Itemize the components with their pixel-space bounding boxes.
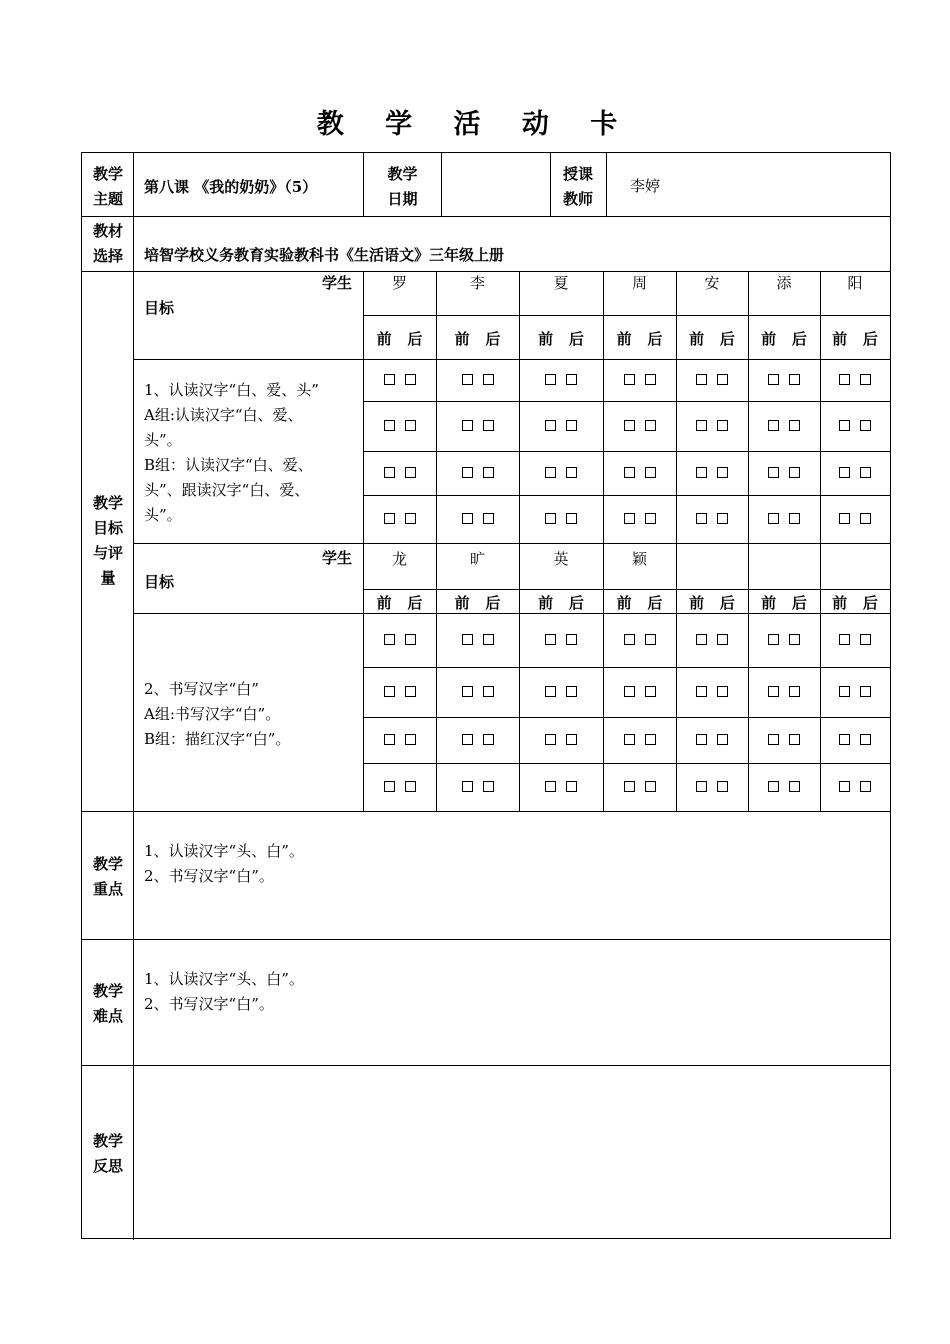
- goal2-line: A组:书写汉字“白”。: [144, 705, 281, 723]
- activity-card-table: [81, 152, 891, 1239]
- goal1-line: 头”。: [144, 506, 182, 524]
- material-value: 培智学校义务教育实验教科书《生活语文》三年级上册: [144, 246, 505, 264]
- grid-line: [550, 153, 551, 216]
- student-name: 安: [704, 274, 720, 292]
- grid-line: [519, 271, 520, 811]
- assessment-checkbox[interactable]: [483, 781, 494, 792]
- assessment-checkbox[interactable]: [860, 467, 871, 478]
- grid-line: [606, 153, 607, 216]
- assessment-checkbox[interactable]: [860, 513, 871, 524]
- student-name: 添: [776, 274, 792, 292]
- assessment-checkbox[interactable]: [624, 420, 635, 431]
- grid-line: [363, 495, 890, 496]
- assessment-checkbox[interactable]: [768, 781, 779, 792]
- assessment-checkbox[interactable]: [624, 734, 635, 745]
- grid-line: [133, 939, 134, 1065]
- assessment-checkbox[interactable]: [768, 374, 779, 385]
- assessment-checkbox[interactable]: [696, 634, 707, 645]
- assessment-checkbox[interactable]: [462, 513, 473, 524]
- assessment-checkbox[interactable]: [624, 634, 635, 645]
- grid-line: [363, 451, 890, 452]
- before-after-header: 前 后: [538, 330, 584, 348]
- assessment-checkbox[interactable]: [545, 374, 556, 385]
- assessment-checkbox[interactable]: [566, 781, 577, 792]
- goal1-line: 头”。: [144, 431, 182, 449]
- grid-line: [820, 271, 821, 811]
- student-name: 龙: [391, 550, 407, 568]
- assessment-checkbox[interactable]: [483, 467, 494, 478]
- assessment-checkbox[interactable]: [462, 734, 473, 745]
- assessment-checkbox[interactable]: [566, 734, 577, 745]
- assessment-checkbox[interactable]: [405, 781, 416, 792]
- grid-line: [82, 811, 890, 812]
- difficulty-line: 1、认读汉字“头、白”。: [144, 970, 304, 988]
- assessment-checkbox[interactable]: [645, 634, 656, 645]
- before-after-header: 前 后: [832, 594, 878, 612]
- topic-value: 第八课 《我的奶奶》（5）: [144, 178, 318, 196]
- goal1-line: 1、认读汉字“白、爱、头”: [144, 381, 319, 399]
- grid-line: [82, 1065, 890, 1066]
- before-after-header: 前 后: [616, 594, 663, 612]
- difficulty-line: 2、书写汉字“白”。: [144, 995, 274, 1013]
- assessment-checkbox[interactable]: [839, 420, 850, 431]
- grid-line: [133, 1065, 134, 1240]
- assessment-checkbox[interactable]: [839, 467, 850, 478]
- grid-line: [133, 543, 890, 544]
- assessment-checkbox[interactable]: [860, 420, 871, 431]
- assessment-checkbox[interactable]: [645, 420, 656, 431]
- grid-line: [133, 359, 890, 360]
- before-after-header: 前 后: [538, 594, 584, 612]
- assessment-checkbox[interactable]: [483, 420, 494, 431]
- before-after-header: 前 后: [616, 330, 663, 348]
- grid-line: [363, 717, 890, 718]
- grid-line: [133, 811, 134, 939]
- assessment-checkbox[interactable]: [860, 686, 871, 697]
- material-label: 教材 选择: [92, 222, 123, 265]
- assessment-checkbox[interactable]: [717, 734, 728, 745]
- goal1-line: A组:认读汉字“白、爱、: [144, 406, 303, 424]
- assessment-checkbox[interactable]: [566, 634, 577, 645]
- assessment-checkbox[interactable]: [768, 734, 779, 745]
- teacher-value: 李婷: [630, 177, 661, 195]
- grid-line: [82, 939, 890, 940]
- assessment-checkbox[interactable]: [696, 686, 707, 697]
- assessment-checkbox[interactable]: [860, 734, 871, 745]
- assessment-checkbox[interactable]: [483, 513, 494, 524]
- before-after-header: 前 后: [689, 594, 735, 612]
- grid-line: [436, 271, 437, 811]
- assessment-checkbox[interactable]: [624, 374, 635, 385]
- grid-line: [363, 589, 890, 590]
- assessment-checkbox[interactable]: [483, 634, 494, 645]
- assessment-checkbox[interactable]: [624, 467, 635, 478]
- grid-line: [133, 613, 890, 614]
- assessment-checkbox[interactable]: [566, 467, 577, 478]
- grid-line: [133, 216, 134, 271]
- assessment-checkbox[interactable]: [384, 467, 395, 478]
- assessment-checkbox[interactable]: [483, 686, 494, 697]
- assessment-checkbox[interactable]: [860, 781, 871, 792]
- assessment-checkbox[interactable]: [405, 634, 416, 645]
- assessment-checkbox[interactable]: [566, 513, 577, 524]
- assessment-checkbox[interactable]: [717, 467, 728, 478]
- student-name: 阳: [847, 274, 863, 292]
- assessment-checkbox[interactable]: [645, 513, 656, 524]
- assessment-checkbox[interactable]: [789, 634, 800, 645]
- assessment-checkbox[interactable]: [696, 781, 707, 792]
- assessment-checkbox[interactable]: [789, 513, 800, 524]
- grid-line: [441, 153, 442, 216]
- grid-line: [363, 763, 890, 764]
- assessment-checkbox[interactable]: [384, 686, 395, 697]
- assessment-checkbox[interactable]: [696, 374, 707, 385]
- grid-line: [603, 271, 604, 811]
- difficulties-label: 教学 难点: [92, 982, 123, 1025]
- goal2-line: 2、书写汉字“白”: [144, 680, 259, 698]
- before-after-header: 前 后: [761, 330, 807, 348]
- assessment-checkbox[interactable]: [645, 686, 656, 697]
- assessment-checkbox[interactable]: [839, 634, 850, 645]
- assessment-checkbox[interactable]: [545, 686, 556, 697]
- goal2-line: B组：描红汉字“白”。: [144, 730, 291, 748]
- goal1-line: 头”、跟读汉字“白、爱、: [144, 481, 310, 499]
- assessment-checkbox[interactable]: [839, 734, 850, 745]
- assessment-label: 教学 目标 与评 量: [92, 494, 123, 587]
- teacher-label: 授课 教师: [562, 165, 593, 208]
- assessment-checkbox[interactable]: [545, 634, 556, 645]
- assessment-checkbox[interactable]: [768, 467, 779, 478]
- grid-line: [363, 153, 364, 216]
- assessment-checkbox[interactable]: [624, 686, 635, 697]
- assessment-checkbox[interactable]: [717, 686, 728, 697]
- assessment-checkbox[interactable]: [384, 513, 395, 524]
- assessment-checkbox[interactable]: [405, 374, 416, 385]
- page-title: 教 学 活 动 卡: [316, 109, 634, 140]
- before-after-header: 前 后: [832, 330, 878, 348]
- assessment-checkbox[interactable]: [789, 374, 800, 385]
- assessment-checkbox[interactable]: [860, 374, 871, 385]
- assessment-checkbox[interactable]: [384, 374, 395, 385]
- assessment-checkbox[interactable]: [462, 686, 473, 697]
- student-header-label: 学生: [322, 274, 353, 292]
- assessment-checkbox[interactable]: [789, 734, 800, 745]
- student-name: 颖: [631, 550, 647, 568]
- student-name: 旷: [469, 550, 485, 568]
- reflection-label: 教学 反思: [92, 1132, 123, 1175]
- assessment-checkbox[interactable]: [839, 374, 850, 385]
- before-after-header: 前 后: [376, 594, 423, 612]
- assessment-checkbox[interactable]: [789, 781, 800, 792]
- assessment-checkbox[interactable]: [717, 420, 728, 431]
- assessment-checkbox[interactable]: [566, 374, 577, 385]
- assessment-checkbox[interactable]: [483, 374, 494, 385]
- before-after-header: 前 后: [761, 594, 807, 612]
- assessment-checkbox[interactable]: [839, 686, 850, 697]
- assessment-checkbox[interactable]: [384, 634, 395, 645]
- goal-header-label-2: 目标: [144, 573, 175, 591]
- assessment-checkbox[interactable]: [717, 374, 728, 385]
- before-after-header: 前 后: [376, 330, 423, 348]
- assessment-checkbox[interactable]: [624, 781, 635, 792]
- assessment-checkbox[interactable]: [789, 420, 800, 431]
- assessment-checkbox[interactable]: [645, 467, 656, 478]
- assessment-checkbox[interactable]: [717, 513, 728, 524]
- goal1-line: B组：认读汉字“白、爱、: [144, 456, 313, 474]
- student-name: 英: [553, 550, 569, 568]
- assessment-checkbox[interactable]: [462, 781, 473, 792]
- student-name: 周: [631, 274, 647, 292]
- assessment-checkbox[interactable]: [384, 781, 395, 792]
- assessment-checkbox[interactable]: [768, 686, 779, 697]
- grid-line: [82, 216, 890, 217]
- before-after-header: 前 后: [454, 594, 501, 612]
- assessment-checkbox[interactable]: [384, 420, 395, 431]
- topic-label: 教学 主题: [92, 165, 123, 208]
- goal-header-label: 目标: [144, 299, 175, 317]
- key-point-line: 2、书写汉字“白”。: [144, 867, 274, 885]
- assessment-checkbox[interactable]: [696, 467, 707, 478]
- assessment-checkbox[interactable]: [696, 513, 707, 524]
- assessment-checkbox[interactable]: [645, 781, 656, 792]
- date-label: 教学 日期: [387, 165, 418, 208]
- assessment-checkbox[interactable]: [483, 734, 494, 745]
- grid-line: [133, 153, 134, 216]
- assessment-checkbox[interactable]: [860, 634, 871, 645]
- assessment-checkbox[interactable]: [566, 420, 577, 431]
- assessment-checkbox[interactable]: [768, 420, 779, 431]
- grid-line: [363, 401, 890, 402]
- assessment-checkbox[interactable]: [545, 781, 556, 792]
- before-after-header: 前 后: [454, 330, 501, 348]
- student-name: 李: [469, 274, 485, 292]
- assessment-checkbox[interactable]: [645, 734, 656, 745]
- assessment-checkbox[interactable]: [717, 781, 728, 792]
- assessment-checkbox[interactable]: [545, 420, 556, 431]
- assessment-checkbox[interactable]: [566, 686, 577, 697]
- before-after-header: 前 后: [689, 330, 735, 348]
- assessment-checkbox[interactable]: [624, 513, 635, 524]
- assessment-checkbox[interactable]: [839, 513, 850, 524]
- assessment-checkbox[interactable]: [839, 781, 850, 792]
- assessment-checkbox[interactable]: [462, 374, 473, 385]
- assessment-checkbox[interactable]: [405, 420, 416, 431]
- grid-line: [363, 271, 364, 811]
- assessment-checkbox[interactable]: [462, 467, 473, 478]
- assessment-checkbox[interactable]: [645, 374, 656, 385]
- assessment-checkbox[interactable]: [405, 513, 416, 524]
- key-points-label: 教学 重点: [92, 855, 123, 898]
- assessment-checkbox[interactable]: [405, 467, 416, 478]
- assessment-checkbox[interactable]: [717, 634, 728, 645]
- grid-line: [748, 271, 749, 811]
- student-name: 夏: [553, 274, 569, 292]
- assessment-checkbox[interactable]: [789, 686, 800, 697]
- assessment-checkbox[interactable]: [545, 513, 556, 524]
- assessment-checkbox[interactable]: [768, 513, 779, 524]
- assessment-checkbox[interactable]: [462, 420, 473, 431]
- assessment-checkbox[interactable]: [462, 634, 473, 645]
- student-name: 罗: [391, 274, 407, 292]
- assessment-checkbox[interactable]: [789, 467, 800, 478]
- assessment-checkbox[interactable]: [696, 734, 707, 745]
- key-point-line: 1、认读汉字“头、白”。: [144, 842, 304, 860]
- assessment-checkbox[interactable]: [696, 420, 707, 431]
- assessment-checkbox[interactable]: [405, 686, 416, 697]
- assessment-checkbox[interactable]: [405, 734, 416, 745]
- student-header-label-2: 学生: [322, 549, 353, 567]
- assessment-checkbox[interactable]: [768, 634, 779, 645]
- assessment-checkbox[interactable]: [545, 467, 556, 478]
- grid-line: [133, 271, 134, 811]
- grid-line: [363, 315, 890, 316]
- assessment-checkbox[interactable]: [545, 734, 556, 745]
- grid-line: [363, 667, 890, 668]
- assessment-checkbox[interactable]: [384, 734, 395, 745]
- grid-line: [676, 271, 677, 811]
